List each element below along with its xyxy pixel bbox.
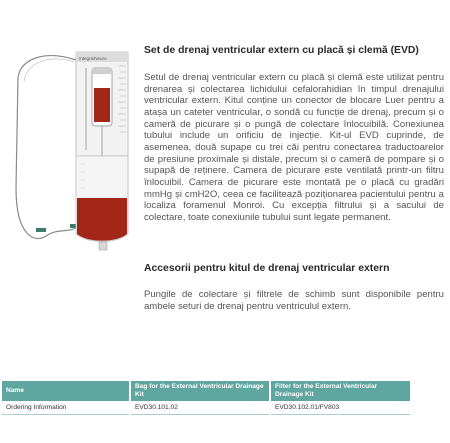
header-filter: Filter for the External Ventricular Drainage Kit — [270, 381, 410, 401]
row-label: Ordering Information — [2, 401, 130, 415]
accessories-description: Pungile de colectare și filtrele de schimb sunt disponibile pentru ambele seturi de drenaj pentru ventriculul extern. — [144, 289, 444, 312]
brand-label: Integra/Neuro — [79, 56, 107, 61]
filter-order-code: EVD30.102.01/FV803 — [270, 401, 410, 415]
product-description: Setul de drenaj ventricular extern cu placă și clemă este utilizat pentru drenarea și colectarea lichidului cefalorahidian în timpul drenajului ventricular extern. Kitul conține un conector de blocare Luer pentru a atașa un cateter ventricular, o sondă cu funcție de drenaj, precum și o cameră de picurare și o pungă de colectare înlocuibilă. Conexiunea tubului include un orificiu de injecție. Kit-ul EVD cuprinde, de asemenea, două supape cu trei căi pentru conectarea traductoarelor de presiune proximale și distale, precum și o cameră de pompare și o supapă de reținere. Camera de picurare este ventilată printr-un filtru înlocuibil. Camera de picurare este montată pe o placă cu gradări mmHg și cmH2O, ceea ce facilitează poziționarea pacientului pentru a localiza foramenul Monroi. Cu excepția filtrului și a sacului de colectare, toate conexiunile tubului sunt legate permanent. — [144, 72, 444, 223]
product-description-section — [144, 44, 444, 312]
evd-kit-image — [6, 38, 136, 256]
accessories-heading: Accesorii pentru kitul de drenaj ventricular extern — [144, 263, 390, 274]
table-row — [2, 401, 410, 415]
ordering-table — [2, 381, 410, 415]
bag-order-code: EVD30.101.02 — [130, 401, 270, 415]
table-header-row — [2, 381, 410, 401]
header-name: Name — [2, 381, 130, 401]
header-bag: Bag for the External Ventricular Drainage Kit — [130, 381, 270, 401]
product-heading: Set de drenaj ventricular extern cu placă și clemă (EVD) — [144, 45, 419, 56]
